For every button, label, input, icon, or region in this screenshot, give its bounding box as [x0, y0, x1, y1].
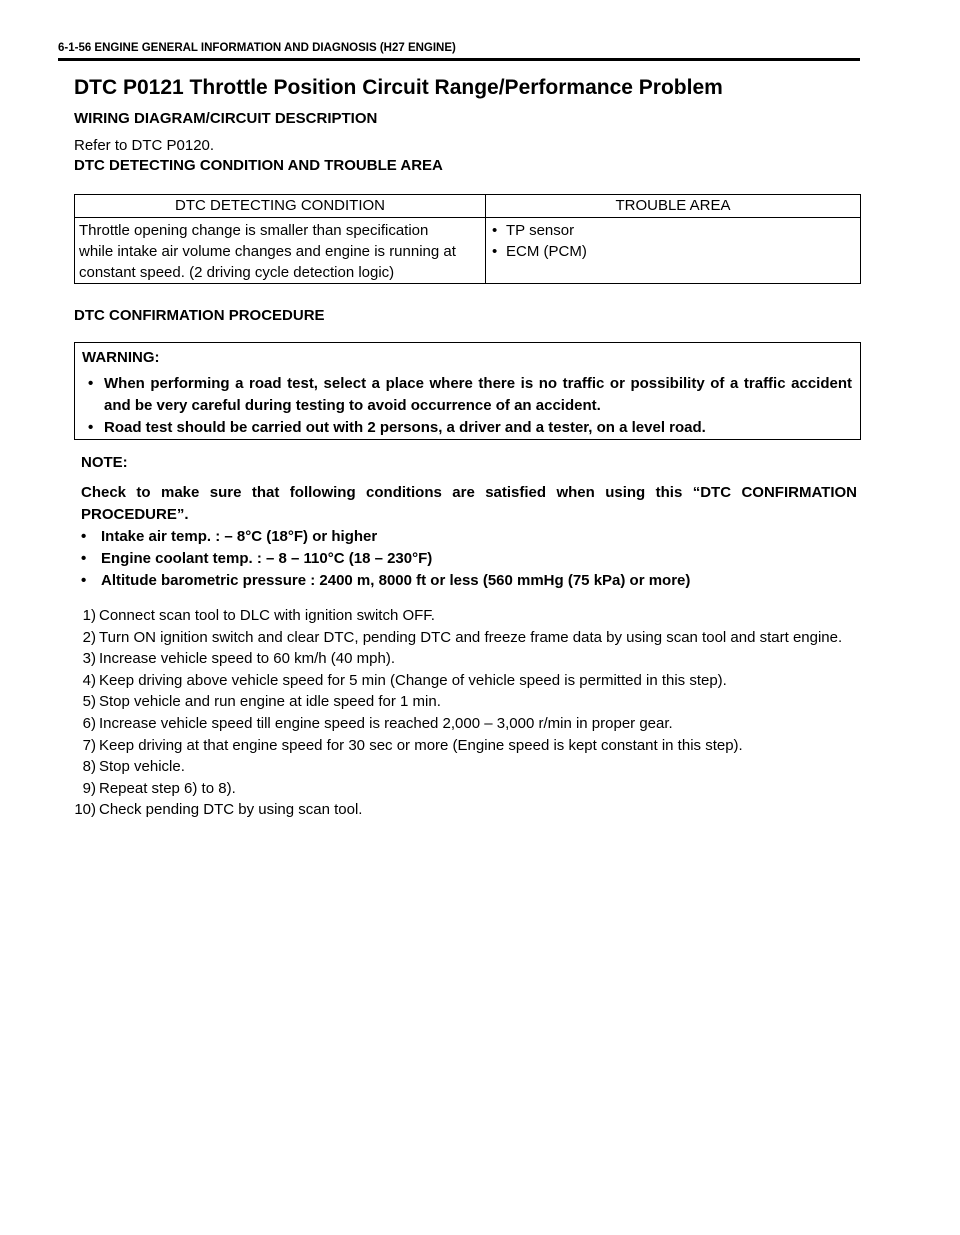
warning-item: • When performing a road test, select a place where there is no traffic or possibility of a traffic accident and be very careful during testing to avoid occurrence of an accident.: [82, 373, 852, 417]
step-number: 2): [82, 628, 96, 646]
procedure-step: [54, 627, 862, 649]
table-header-trouble-area: TROUBLE AREA: [486, 195, 861, 218]
header-rule: [58, 58, 860, 61]
warning-title: WARNING:: [82, 349, 160, 366]
step-number: 10): [74, 801, 96, 819]
step-text: Keep driving above vehicle speed for 5 min (Change of vehicle speed is permitted in this step).: [99, 671, 727, 689]
procedure-step: [54, 648, 862, 670]
warning-box: [74, 342, 861, 440]
condition-line: Throttle opening change is smaller than specification: [79, 222, 429, 239]
step-text: Connect scan tool to DLC with ignition switch OFF.: [99, 607, 435, 624]
confirmation-heading: DTC CONFIRMATION PROCEDURE: [74, 307, 325, 324]
detecting-heading: DTC DETECTING CONDITION AND TROUBLE AREA: [74, 157, 443, 174]
procedure-step: [54, 799, 862, 821]
step-text: Increase vehicle speed to 60 km/h (40 mph).: [99, 650, 395, 668]
step-text: Increase vehicle speed till engine speed is reached 2,000 – 3,000 r/min in proper gear.: [99, 714, 673, 732]
trouble-area-item: • ECM (PCM): [490, 241, 856, 262]
note-item: • Intake air temp. : – 8°C (18°F) or higher: [81, 526, 857, 548]
step-text: Turn ON ignition switch and clear DTC, pending DTC and freeze frame data by using scan tool and start engine.: [99, 628, 843, 646]
condition-line: constant speed. (2 driving cycle detection logic): [79, 264, 395, 281]
warning-item: • Road test should be carried out with 2 persons, a driver and a tester, on a level road.: [82, 417, 852, 439]
condition-cell: [75, 218, 486, 284]
step-number: 6): [82, 714, 96, 732]
procedure-step: [54, 605, 862, 627]
page-title: DTC P0121 Throttle Position Circuit Range/Performance Problem: [74, 76, 723, 99]
trouble-area-item: • TP sensor: [490, 220, 856, 241]
step-number: 8): [82, 758, 96, 776]
note-item: • Engine coolant temp. : – 8 – 110°C (18 – 230°F): [81, 548, 857, 570]
step-number: 1): [82, 607, 96, 624]
step-number: 3): [82, 650, 96, 668]
step-text: Stop vehicle.: [99, 758, 185, 776]
note-title: NOTE:: [81, 454, 128, 471]
wiring-heading: WIRING DIAGRAM/CIRCUIT DESCRIPTION: [74, 110, 378, 127]
procedure-step: [54, 735, 862, 757]
step-text: Repeat step 6) to 8).: [99, 779, 236, 797]
note-item: • Altitude barometric pressure : 2400 m, 8000 ft or less (560 mmHg (75 kPa) or more): [81, 570, 857, 592]
step-text: Stop vehicle and run engine at idle speed for 1 min.: [99, 693, 441, 711]
note-body: Check to make sure that following conditions are satisfied when using this “DTC CONFIRMATION PROCEDURE”.: [81, 484, 857, 523]
procedure-step: [54, 778, 862, 800]
procedure-step: [54, 713, 862, 735]
step-number: 4): [82, 671, 96, 689]
procedure-step: [54, 670, 862, 692]
step-number: 5): [82, 693, 96, 711]
wiring-text: Refer to DTC P0120.: [74, 137, 215, 154]
step-text: Check pending DTC by using scan tool.: [99, 801, 363, 819]
step-text: Keep driving at that engine speed for 30 sec or more (Engine speed is kept constant in this step).: [99, 736, 743, 754]
procedure-steps: [54, 605, 862, 821]
table-header-condition: DTC DETECTING CONDITION: [75, 195, 486, 218]
step-number: 7): [82, 736, 96, 754]
procedure-step: [54, 756, 862, 778]
trouble-area-cell: [486, 218, 861, 284]
step-number: 9): [82, 779, 96, 797]
condition-table: [74, 194, 861, 284]
procedure-step: [54, 691, 862, 713]
page-header: 6-1-56 ENGINE GENERAL INFORMATION AND DIAGNOSIS (H27 ENGINE): [58, 42, 456, 54]
condition-line: while intake air volume changes and engine is running at: [79, 243, 456, 260]
note-box: [81, 452, 857, 592]
